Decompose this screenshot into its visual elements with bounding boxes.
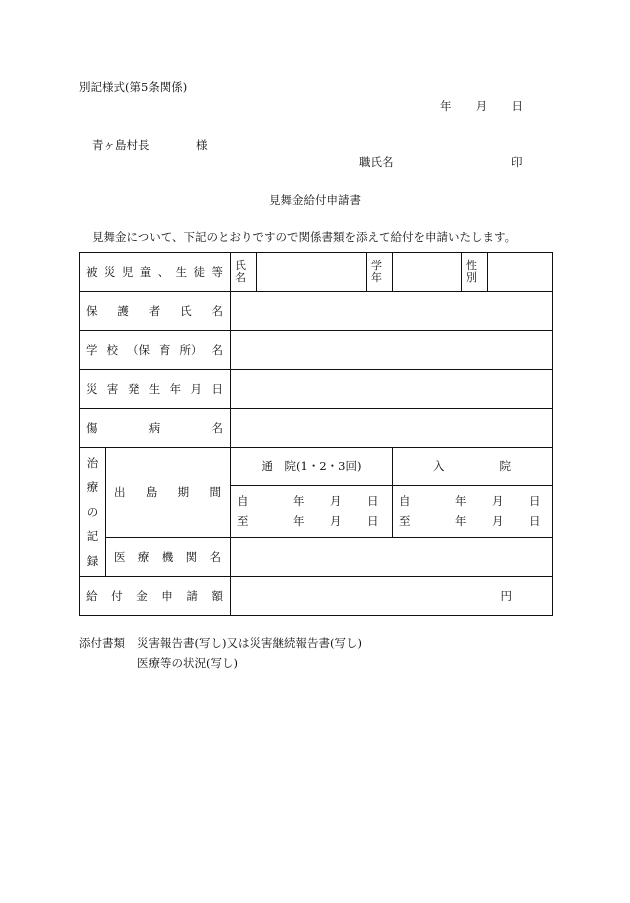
intro-text: 見舞金について、下記のとおりですので関係書類を添えて給付を申請いたします。 — [92, 230, 517, 244]
treatment-label: 治 療 の 記 録 — [80, 448, 106, 577]
facility-row — [80, 538, 553, 577]
sex-short-label: 性 別 — [462, 253, 488, 292]
date-month-label: 月 — [475, 99, 488, 113]
inpatient-dates[interactable]: 自 年 月 日 至 年 月 日 — [393, 486, 553, 538]
grade-short-label: 学 年 — [367, 253, 393, 292]
victim-label — [80, 253, 231, 292]
attachments-label: 添付書類 — [79, 636, 125, 650]
amount-field[interactable] — [231, 577, 553, 616]
injury-row — [80, 409, 553, 448]
seal-mark: 印 — [511, 155, 523, 169]
outpatient-header: 通 院(1・2・3回) — [231, 448, 393, 486]
date-line — [440, 101, 523, 113]
applicant-name-label: 職氏名 — [359, 155, 394, 169]
victim-label-text: 被 災 児 童 、 生 徒 等 — [86, 264, 223, 279]
attachment-item-1: 災害報告書(写し)又は災害継続報告書(写し) — [137, 636, 362, 650]
school-field[interactable] — [231, 331, 553, 370]
outpatient-dates[interactable]: 自 年 月 日 至 年 月 日 — [231, 486, 393, 538]
name-short-label: 氏 名 — [231, 253, 257, 292]
injury-field[interactable] — [231, 409, 553, 448]
grade-field[interactable] — [393, 253, 462, 292]
facility-label: 医 療 機 関 名 — [106, 538, 231, 577]
date-year-label: 年 — [440, 99, 452, 113]
amount-label: 給 付 金 申 請 額 — [80, 577, 231, 616]
guardian-label: 保 護 者 氏 名 — [80, 292, 231, 331]
guardian-field[interactable] — [231, 292, 553, 331]
facility-field[interactable] — [231, 538, 553, 577]
attachment-item-2: 医療等の状況(写し) — [137, 656, 238, 670]
date-day-label: 日 — [511, 99, 523, 113]
victim-name-field[interactable] — [257, 253, 367, 292]
guardian-row — [80, 292, 553, 331]
sex-field[interactable] — [488, 253, 553, 292]
date-field[interactable] — [231, 370, 553, 409]
date-row — [80, 370, 553, 409]
school-row — [80, 331, 553, 370]
application-form-table — [79, 252, 553, 616]
injury-label: 傷 病 名 — [80, 409, 231, 448]
inpatient-header: 入 院 — [393, 448, 553, 486]
school-label: 学 校 （保 育 所） 名 — [80, 331, 231, 370]
document-title: 見舞金給付申請書 — [269, 193, 361, 207]
form-reference: 別記様式(第5条関係) — [79, 80, 188, 94]
treatment-header-row — [80, 448, 553, 486]
addressee-name: 青ヶ島村長 — [92, 138, 150, 152]
date-label: 災 害 発 生 年 月 日 — [80, 370, 231, 409]
victim-row — [80, 253, 553, 292]
yen-unit: 円 — [500, 588, 512, 603]
amount-row — [80, 577, 553, 616]
period-label: 出 島 期 間 — [106, 448, 231, 538]
addressee-honorific: 様 — [196, 138, 208, 152]
